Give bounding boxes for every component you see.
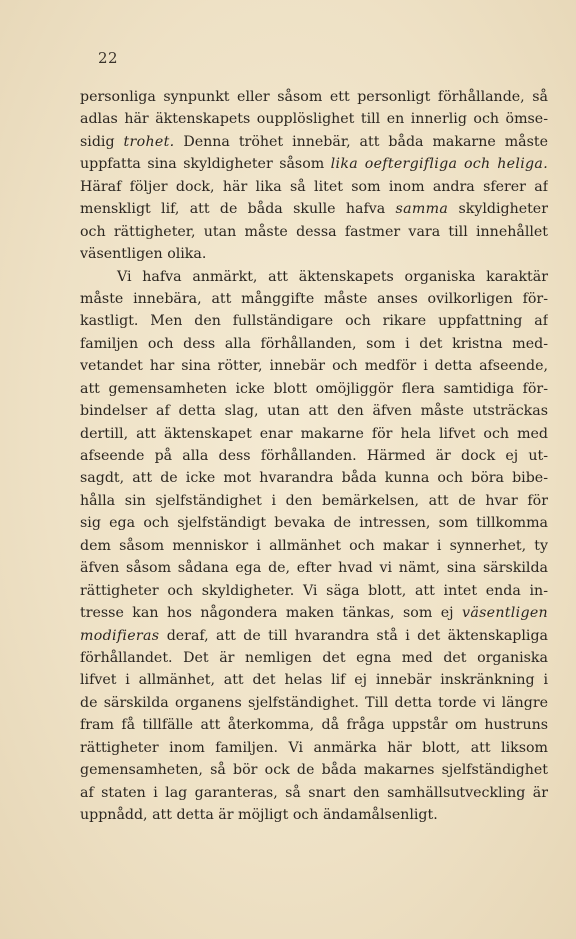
text-line: menskligt lif, att de båda skulle hafva samma skyldigheter (80, 201, 548, 218)
page-number: 22 (98, 49, 119, 67)
emphasis: modifieras (80, 627, 160, 644)
text-line: dem såsom menniskor i allmänhet och makar i synnerhet, ty (80, 537, 548, 554)
text-line: sidig trohet. Denna tröhet innebär, att båda makarne måste (80, 133, 548, 150)
text-line: familjen och dess alla förhållanden, som i det kristna med- (80, 335, 548, 352)
text-line: tresse kan hos någondera maken tänkas, som ej väsentligen (80, 605, 548, 622)
text-line: dertill, att äktenskapet enar makarne för hela lifvet och med (80, 425, 548, 442)
text-line: hålla sin sjelfständighet i den bemärkelsen, att de hvar för (80, 492, 548, 509)
text-line: och rättigheter, utan måste dessa fastmer vara till innehållet (80, 223, 548, 240)
emphasis: samma (395, 201, 449, 218)
text-line: gemensamheten, så bör ock de båda makarnes sjelfständighet (80, 762, 548, 779)
text-line: rättigheter inom familjen. Vi anmärka här blott, att liksom (80, 739, 548, 756)
text-line: väsentligen olika. (80, 246, 207, 263)
text-line: afseende på alla dess förhållanden. Härmed är dock ej ut- (80, 448, 548, 464)
text-line: Häraf följer dock, här lika så litet som inom andra sferer af (80, 178, 548, 195)
text-line: modifieras deraf, att de till hvarandra stå i det äktenskapliga (80, 627, 548, 644)
text-line: sig ega och sjelfständigt bevaka de intressen, som tillkomma (80, 515, 548, 532)
emphasis: lika oeftergifliga och heliga. (330, 156, 548, 173)
text-line: lifvet i allmänhet, att det helas lif ej innebär inskränkning i (80, 672, 548, 689)
body-text (80, 86, 548, 826)
text-line: Vi hafva anmärkt, att äktenskapets organiska karaktär (117, 268, 548, 285)
text-line: måste innebära, att månggifte måste anses ovilkorligen för- (80, 290, 548, 307)
text-line: adlas här äktenskapets oupplöslighet till en innerlig och ömse- (80, 111, 548, 128)
text-line: af staten i lag garanteras, så snart den samhällsutveckling är (80, 784, 548, 801)
text-line: uppnådd, att detta är möjligt och ändamålsenligt. (80, 807, 438, 823)
text-line: de särskilda organens sjelfständighet. Till detta torde vi längre (80, 694, 548, 711)
text-line: personliga synpunkt eller såsom ett personligt förhållande, så (80, 89, 548, 105)
emphasis: trohet. (123, 133, 175, 150)
text-line: sagdt, att de icke mot hvarandra båda kunna och böra bibe- (80, 470, 548, 487)
text-line: förhållandet. Det är nemligen det egna med det organiska (80, 649, 548, 666)
text-line: rättigheter och skyldigheter. Vi säga blott, att intet enda in- (80, 582, 548, 599)
text-line: kastligt. Men den fullständigare och rikare uppfattning af (80, 313, 548, 330)
text-line: vetandet har sina rötter, innebär och medför i detta afseende, (80, 358, 548, 375)
text-line: äfven såsom sådana ega de, efter hvad vi nämt, sina särskilda (80, 560, 548, 577)
text-line: bindelser af detta slag, utan att den äfven måste utsträckas (80, 403, 548, 420)
text-line: uppfatta sina skyldigheter såsom lika oeftergifliga och heliga. (80, 156, 548, 173)
emphasis: väsentligen (462, 605, 548, 622)
text-line: att gemensamheten icke blott omöjliggör flera samtidiga för- (80, 380, 548, 397)
text-line: fram få tillfälle att återkomma, då fråga uppstår om hustruns (80, 717, 548, 734)
